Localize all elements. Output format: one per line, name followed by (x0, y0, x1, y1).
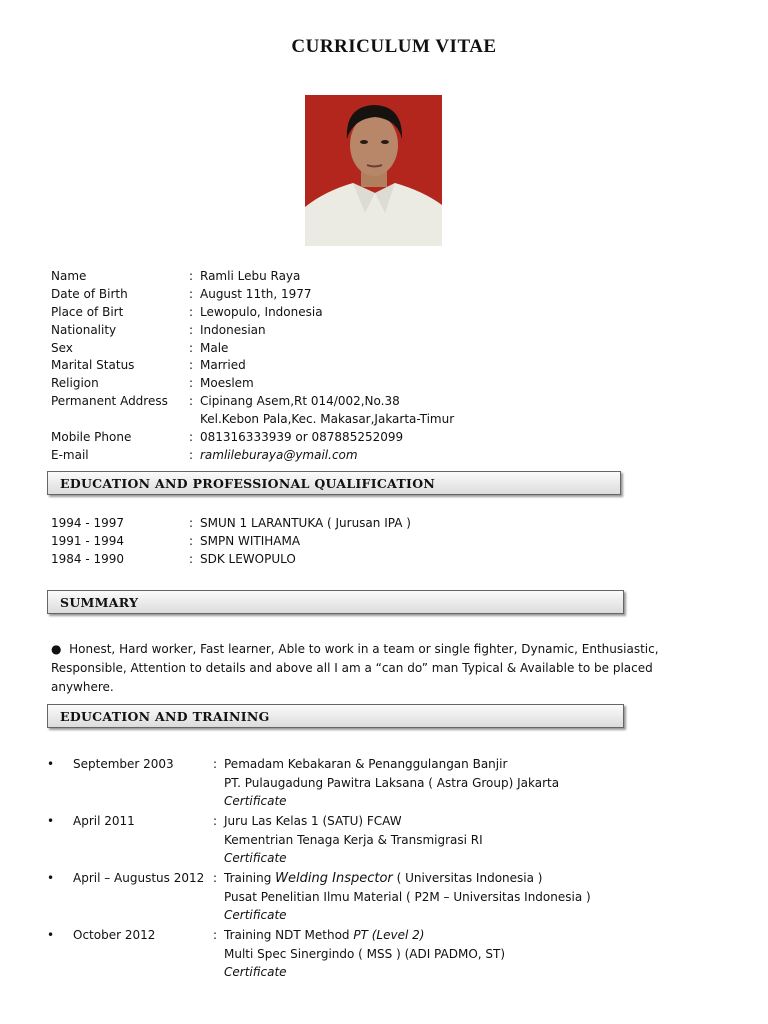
training-item: • April 2011 : Juru Las Kelas 1 (SATU) FCAW Kementrian Tenaga Kerja & Transmigrasi RI Certificate (47, 812, 687, 869)
email-link[interactable]: ramlileburaya@ymail.com (200, 447, 358, 462)
bullet: • (47, 757, 55, 771)
training-certificate: Certificate (224, 965, 287, 979)
training-certificate: Certificate (224, 794, 287, 808)
section-header-training: EDUCATION AND TRAINING (47, 704, 624, 728)
training-title: Training Welding Inspector ( Universitas Indonesia ) (224, 871, 543, 886)
training-date: September 2003 (73, 757, 174, 771)
summary-text (51, 640, 711, 697)
training-institution: Multi Spec Sinergindo ( MSS ) (ADI PADMO, ST) (224, 946, 506, 961)
training-list (47, 755, 687, 983)
training-institution: Pusat Penelitian Ilmu Material ( P2M – Universitas Indonesia ) (224, 889, 591, 904)
training-title: Pemadam Kebakaran & Penanggulangan Banjir (224, 757, 508, 771)
bullet: • (47, 928, 55, 942)
bullet: • (47, 871, 55, 885)
training-date: April 2011 (73, 814, 135, 828)
section-header-education-professional: EDUCATION AND PROFESSIONAL QUALIFICATION (47, 471, 621, 495)
training-certificate: Certificate (224, 851, 287, 865)
summary-body: Honest, Hard worker, Fast learner, Able to work in a team or single fighter, Dynamic, Enthusiastic, Responsible, Attention to details and above all I am a “can do” man Typical & Available to be placed anywhere. (51, 642, 659, 694)
training-certificate: Certificate (224, 908, 287, 922)
training-item: • April – Augustus 2012 : Training Welding Inspector ( Universitas Indonesia ) Pusat Penelitian Ilmu Material ( P2M – Universitas Indonesia ) Certificate (47, 869, 687, 926)
training-item: • September 2003 : Pemadam Kebakaran & Penanggulangan Banjir PT. Pulaugadung Pawitra Laksana ( Astra Group) Jakarta Certificate (47, 755, 687, 812)
training-title: Training NDT Method PT (Level 2) (224, 928, 425, 942)
training-title: Juru Las Kelas 1 (SATU) FCAW (224, 814, 402, 828)
page-title: CURRICULUM VITAE (291, 36, 497, 57)
training-date: April – Augustus 2012 (73, 871, 205, 885)
training-institution: PT. Pulaugadung Pawitra Laksana ( Astra Group) Jakarta (224, 775, 560, 790)
training-item: • October 2012 : Training NDT Method PT (Level 2) Multi Spec Sinergindo ( MSS ) (ADI PADMO, ST) Certificate (47, 926, 687, 983)
summary-bullet: ● (51, 642, 62, 656)
section-header-summary: SUMMARY (47, 590, 624, 614)
training-date: October 2012 (73, 928, 156, 942)
bullet: • (47, 814, 55, 828)
profile-photo (305, 95, 442, 246)
training-institution: Kementrian Tenaga Kerja & Transmigrasi RI (224, 832, 483, 847)
